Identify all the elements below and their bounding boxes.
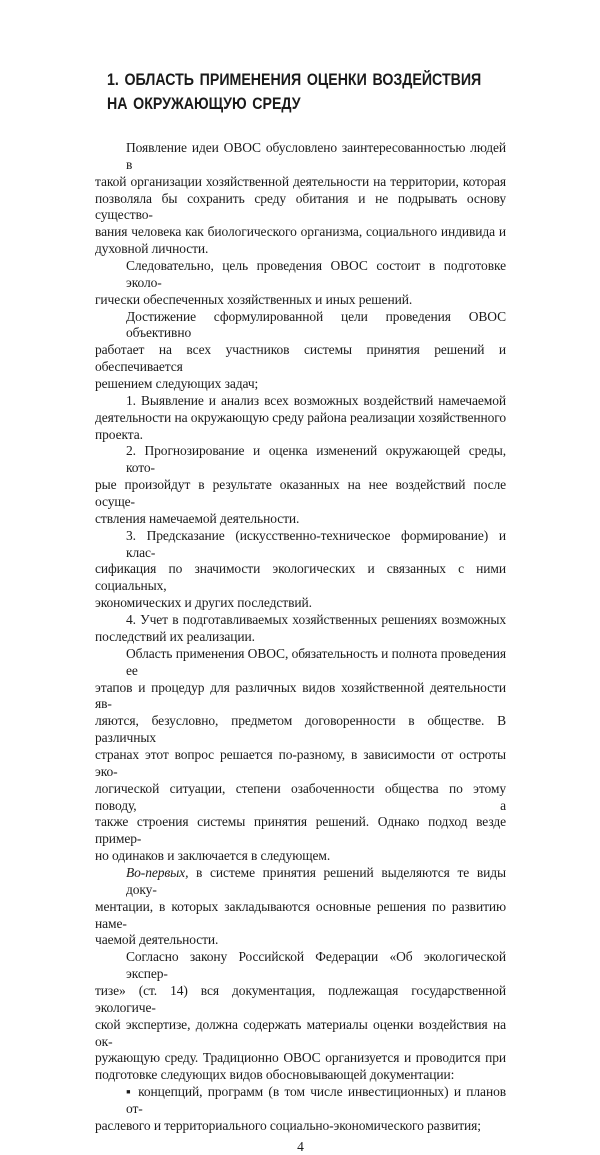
paragraph	[95, 258, 506, 309]
line-text: гически обеспеченных хозяйственных и иных решений.	[95, 291, 413, 307]
line-text: проекта.	[95, 426, 143, 442]
line-text: тизе» (ст. 14) вся документация, подлежащая государственной экологиче-	[95, 982, 506, 1015]
text-line	[95, 646, 506, 680]
text-line	[95, 713, 506, 747]
text-line	[95, 393, 506, 410]
text-line	[95, 1067, 506, 1084]
line-text: этапов и процедур для различных видов хозяйственной деятельности яв-	[95, 679, 506, 712]
text-line	[95, 1084, 506, 1118]
line-text: 3. Предсказание (искусственно-техническое формирование) и клас-	[126, 527, 506, 560]
paragraph	[95, 443, 506, 527]
paragraph	[95, 646, 506, 865]
text-line	[95, 191, 506, 225]
line-text: последствий их реализации.	[95, 628, 255, 644]
line-text: позволяла бы сохранить среду обитания и не подрывать основу существо-	[95, 190, 506, 223]
text-line	[95, 595, 506, 612]
text-line	[95, 612, 506, 629]
text-line	[95, 1050, 506, 1067]
line-text: сификация по значимости экологических и связанных с ними социальных,	[95, 561, 506, 594]
line-text: ствления намечаемой деятельности.	[95, 510, 300, 526]
paragraph	[95, 528, 506, 612]
text-line	[95, 899, 506, 933]
text-line	[95, 511, 506, 528]
line-text: ▪ концепций, программ (в том числе инвестиционных) и планов от-	[126, 1084, 506, 1116]
text-line	[95, 427, 506, 444]
line-text: логической ситуации, степени озабоченности общества по этому поводу, а	[95, 780, 506, 813]
line-text: вания человека как биологического организма, социального индивида и	[95, 224, 506, 240]
line-text: странах этот вопрос решается по-разному, в зависимости от остроты эко-	[95, 746, 506, 779]
line-text: Появление идеи ОВОС обусловлено заинтересованностью людей в	[126, 140, 506, 172]
text-line	[95, 1017, 506, 1051]
text-line	[95, 477, 506, 511]
text-line	[95, 781, 506, 815]
line-text: но одинаков и заключается в следующем.	[95, 848, 331, 864]
line-text: деятельности на окружающую среду района реализации хозяйственного	[95, 409, 506, 425]
text-line	[95, 443, 506, 477]
text-line	[95, 224, 506, 241]
text-line	[95, 292, 506, 309]
line-text: ментации, в которых закладываются основные решения по развитию наме-	[95, 898, 506, 931]
text-line	[95, 342, 506, 376]
paragraph	[95, 1084, 506, 1135]
text-line	[95, 410, 506, 427]
line-text: раслевого и территориального социально-экономического развития;	[95, 1117, 481, 1133]
paragraph	[95, 612, 506, 646]
text-line	[95, 140, 506, 174]
text-line	[95, 680, 506, 714]
line-text: ской экспертизе, должна содержать материалы оценки воздействия на ок-	[95, 1016, 506, 1049]
text-line	[95, 241, 506, 258]
text-line	[95, 309, 506, 343]
text-line	[95, 629, 506, 646]
text-line	[95, 865, 506, 899]
emphasis-text: Во-первых,	[126, 864, 189, 880]
line-text: духовной личности.	[95, 241, 209, 257]
text-line	[95, 258, 506, 292]
line-text: такой организации хозяйственной деятельности на территории, которая	[95, 173, 506, 189]
line-text: Согласно закону Российской Федерации «Об экологической экспер-	[126, 949, 506, 982]
line-text: Достижение сформулированной цели проведения ОВОС объективно	[126, 308, 506, 341]
paragraph	[95, 393, 506, 444]
text-line	[95, 949, 506, 983]
body-text	[95, 140, 506, 1135]
paragraph	[95, 140, 506, 258]
text-line	[95, 747, 506, 781]
text-line	[95, 814, 506, 848]
page-content	[95, 140, 506, 1155]
page-number: 4	[297, 1138, 304, 1154]
text-line	[95, 848, 506, 865]
line-text: экономических и других последствий.	[95, 595, 312, 611]
text-line	[95, 174, 506, 191]
text-line	[95, 983, 506, 1017]
line-text: Область применения ОВОС, обязательность и полнота проведения ее	[126, 645, 506, 678]
line-text: 1. Выявление и анализ всех возможных воздействий намечаемой	[126, 392, 506, 408]
line-text: также строения системы принятия решений. Однако подход везде пример-	[95, 814, 506, 847]
paragraph	[95, 949, 506, 1084]
text-line	[95, 1118, 506, 1135]
line-text: решением следующих задач;	[95, 376, 259, 392]
line-text: Следовательно, цель проведения ОВОС состоит в подготовке эколо-	[126, 258, 506, 290]
heading-line-2: НА ОКРУЖАЮЩУЮ СРЕДУ	[107, 95, 301, 113]
line-text: в системе принятия решений выделяются те виды доку-	[126, 864, 506, 897]
line-text: чаемой деятельности.	[95, 932, 219, 948]
text-line	[95, 528, 506, 562]
text-line	[95, 561, 506, 595]
heading-line-1: 1. ОБЛАСТЬ ПРИМЕНЕНИЯ ОЦЕНКИ ВОЗДЕЙСТВИЯ	[107, 71, 482, 89]
line-text: ружающую среду. Традиционно ОВОС организуется и проводится при	[95, 1050, 506, 1066]
line-text: 2. Прогнозирование и оценка изменений окружающей среды, кото-	[126, 443, 506, 476]
text-line	[95, 376, 506, 393]
line-text: работает на всех участников системы принятия решений и обеспечивается	[95, 342, 506, 375]
paragraph	[95, 309, 506, 393]
line-text: ляются, безусловно, предметом договоренности в обществе. В различных	[95, 713, 506, 746]
line-text: подготовке следующих видов обосновывающей документации:	[95, 1067, 455, 1083]
text-line	[95, 932, 506, 949]
line-text: 4. Учет в подготавливаемых хозяйственных решениях возможных	[126, 612, 506, 628]
paragraph	[95, 865, 506, 949]
line-text: рые произойдут в результате оказанных на нее воздействий после осуще-	[95, 477, 506, 510]
section-heading	[107, 68, 481, 116]
